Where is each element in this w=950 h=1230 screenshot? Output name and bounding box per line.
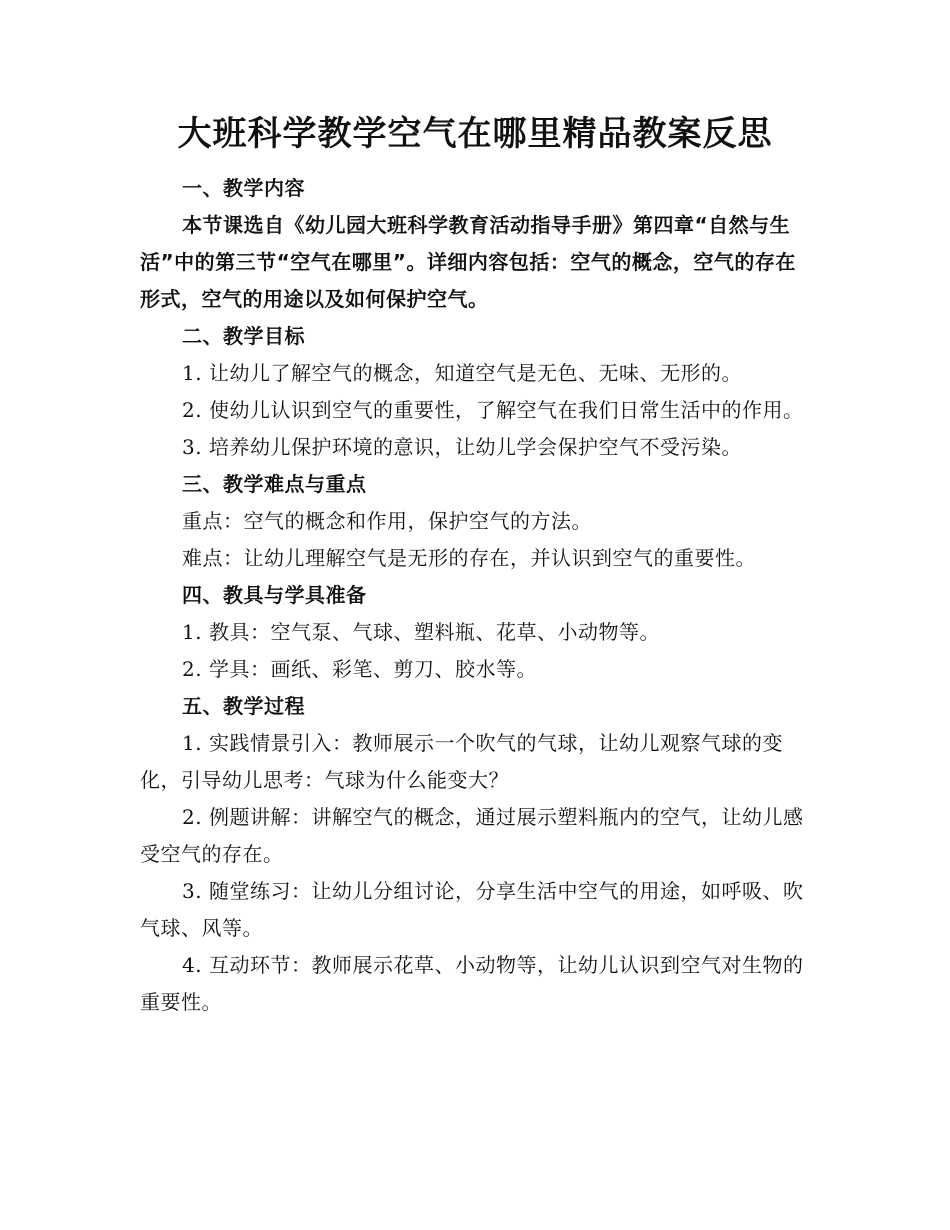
objective-item-3: 3. 培养幼儿保护环境的意识，让幼儿学会保护空气不受污染。 — [182, 435, 742, 459]
key-point-item: 重点：空气的概念和作用，保护空气的方法。 — [182, 509, 592, 533]
process-step-4: 4. 互动环节：教师展示花草、小动物等，让幼儿认识到空气对生物的重要性。 — [140, 953, 804, 1014]
learning-materials-item: 2. 学具：画纸、彩笔、剪刀、胶水等。 — [182, 657, 537, 681]
section-heading-key-points: 三、教学难点与重点 — [182, 472, 367, 496]
section-heading-content: 一、教学内容 — [182, 176, 305, 200]
process-step-3: 3. 随堂练习：让幼儿分组讨论，分享生活中空气的用途，如呼吸、吹气球、风等。 — [140, 879, 804, 940]
objective-item-2: 2. 使幼儿认识到空气的重要性，了解空气在我们日常生活中的作用。 — [182, 398, 804, 422]
section-process — [140, 688, 810, 1021]
section-materials — [140, 577, 810, 688]
section-heading-materials: 四、教具与学具准备 — [182, 583, 367, 607]
section-objectives — [140, 318, 810, 466]
section-heading-objectives: 二、教学目标 — [182, 324, 305, 348]
process-step-1: 1. 实践情景引入：教师展示一个吹气的气球，让幼儿观察气球的变化，引导幼儿思考：气球为什么能变大？ — [140, 731, 783, 792]
section-heading-process: 五、教学过程 — [182, 694, 305, 718]
content-paragraph: 本节课选自《幼儿园大班科学教育活动指导手册》第四章“自然与生活”中的第三节“空气在哪里”。详细内容包括：空气的概念，空气的存在形式，空气的用途以及如何保护空气。 — [140, 213, 796, 311]
process-step-2: 2. 例题讲解：讲解空气的概念，通过展示塑料瓶内的空气，让幼儿感受空气的存在。 — [140, 805, 804, 866]
section-key-points — [140, 466, 810, 577]
section-content — [140, 170, 810, 318]
difficulty-item: 难点：让幼儿理解空气是无形的存在，并认识到空气的重要性。 — [182, 546, 756, 570]
page-title: 大班科学教学空气在哪里精品教案反思 — [177, 114, 773, 154]
teaching-materials-item: 1. 教具：空气泵、气球、塑料瓶、花草、小动物等。 — [182, 620, 660, 644]
objective-item-1: 1. 让幼儿了解空气的概念，知道空气是无色、无味、无形的。 — [182, 361, 742, 385]
